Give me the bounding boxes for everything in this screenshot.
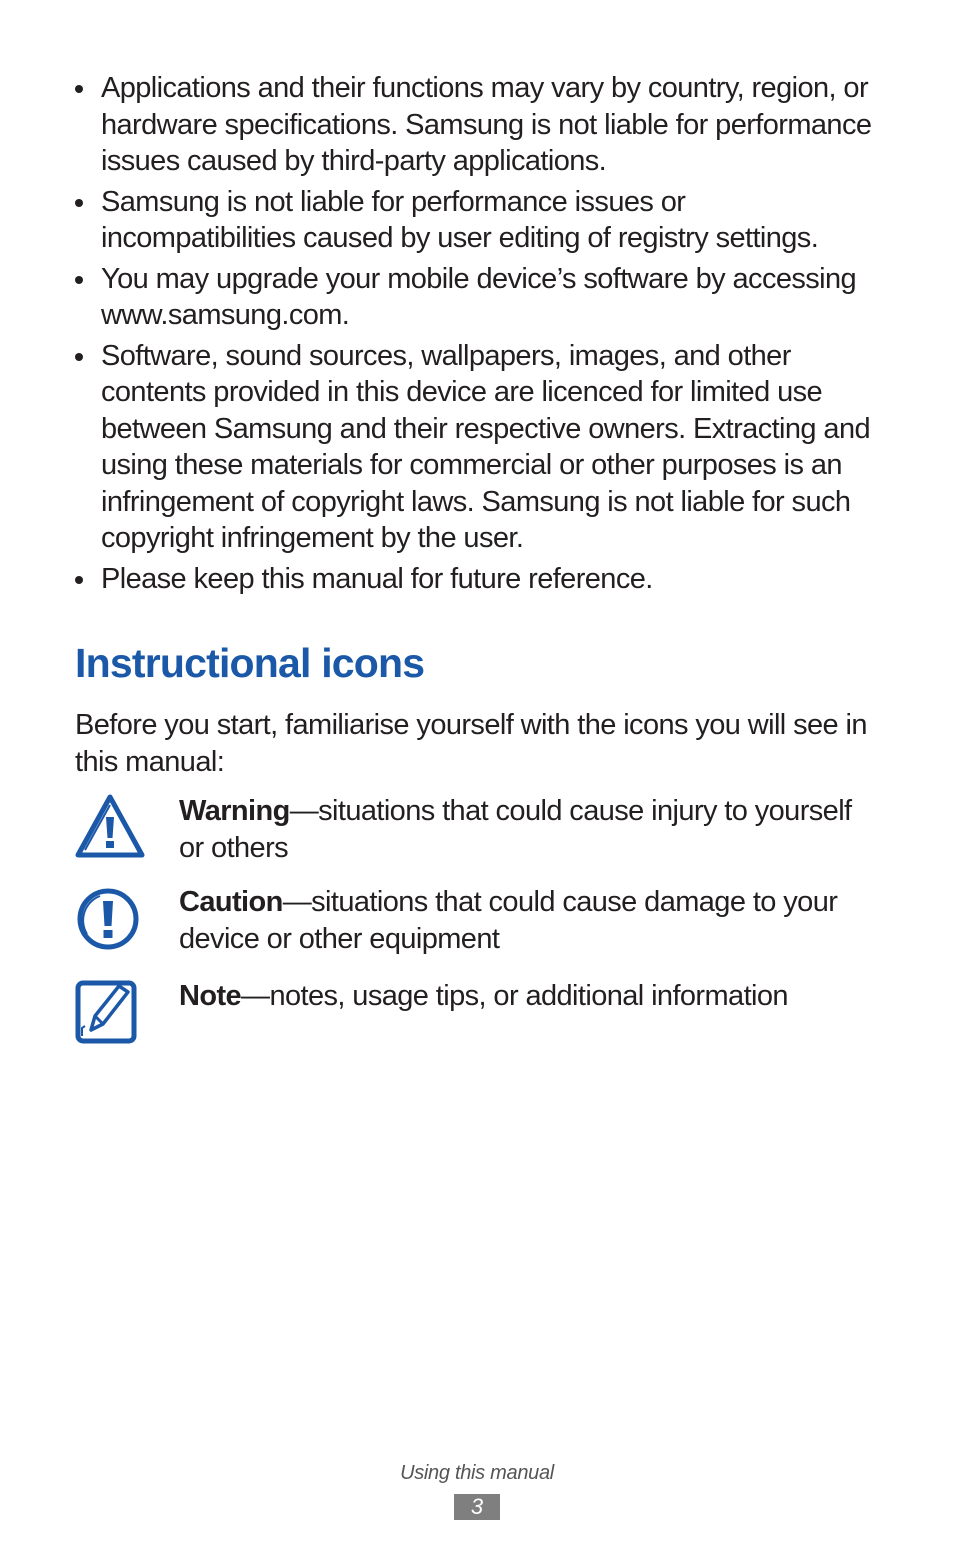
list-item-text: Samsung is not liable for performance issues or incompatibilities caused by user editing of registry settings. bbox=[101, 185, 819, 254]
warning-triangle-icon bbox=[75, 793, 145, 864]
warning-description bbox=[179, 793, 879, 866]
bullet-dot bbox=[75, 85, 83, 93]
caution-exclamation-circle-icon bbox=[75, 884, 141, 955]
bullet-dot bbox=[75, 276, 83, 284]
note-pencil-icon bbox=[75, 978, 139, 1051]
note-row bbox=[75, 978, 885, 1048]
bullet-dot bbox=[75, 199, 83, 207]
list-item bbox=[75, 184, 885, 257]
footer-section-label: Using this manual bbox=[400, 1462, 554, 1484]
bullet-dot bbox=[75, 353, 83, 361]
list-item-text: Please keep this manual for future reference. bbox=[101, 562, 653, 595]
caution-term: Caution bbox=[179, 886, 283, 918]
notice-list bbox=[75, 70, 885, 601]
list-item-text: You may upgrade your mobile device’s software by accessing www.samsung.com. bbox=[101, 262, 857, 331]
page-number: 3 bbox=[454, 1494, 500, 1520]
warning-row bbox=[75, 793, 885, 873]
list-item bbox=[75, 561, 885, 598]
list-item bbox=[75, 338, 885, 557]
warning-term: Warning bbox=[179, 795, 290, 827]
list-item-text: Software, sound sources, wallpapers, images, and other contents provided in this device are licenced for limited use between Samsung and their respective owners. Extracting and using these materials for commercial or other purposes is an infringement of copyright laws. Samsung is not liable for such copyright infringement by the user. bbox=[101, 339, 870, 554]
list-item-text: Applications and their functions may vary by country, region, or hardware specifications. Samsung is not liable for performance issues caused by third-party applications. bbox=[101, 72, 872, 177]
caution-text: —situations that could cause damage to your device or other equipment bbox=[179, 886, 838, 955]
warning-text: —situations that could cause injury to yourself or others bbox=[179, 795, 852, 864]
list-item bbox=[75, 261, 885, 334]
list-item bbox=[75, 70, 885, 180]
section-heading: Instructional icons bbox=[75, 640, 425, 686]
note-description bbox=[179, 978, 879, 1015]
note-text: —notes, usage tips, or additional information bbox=[241, 980, 788, 1012]
bullet-dot bbox=[75, 576, 83, 584]
caution-row bbox=[75, 884, 885, 964]
note-term: Note bbox=[179, 980, 242, 1012]
section-intro: Before you start, familiarise yourself with the icons you will see in this manual: bbox=[75, 709, 867, 778]
caution-description bbox=[179, 884, 879, 957]
